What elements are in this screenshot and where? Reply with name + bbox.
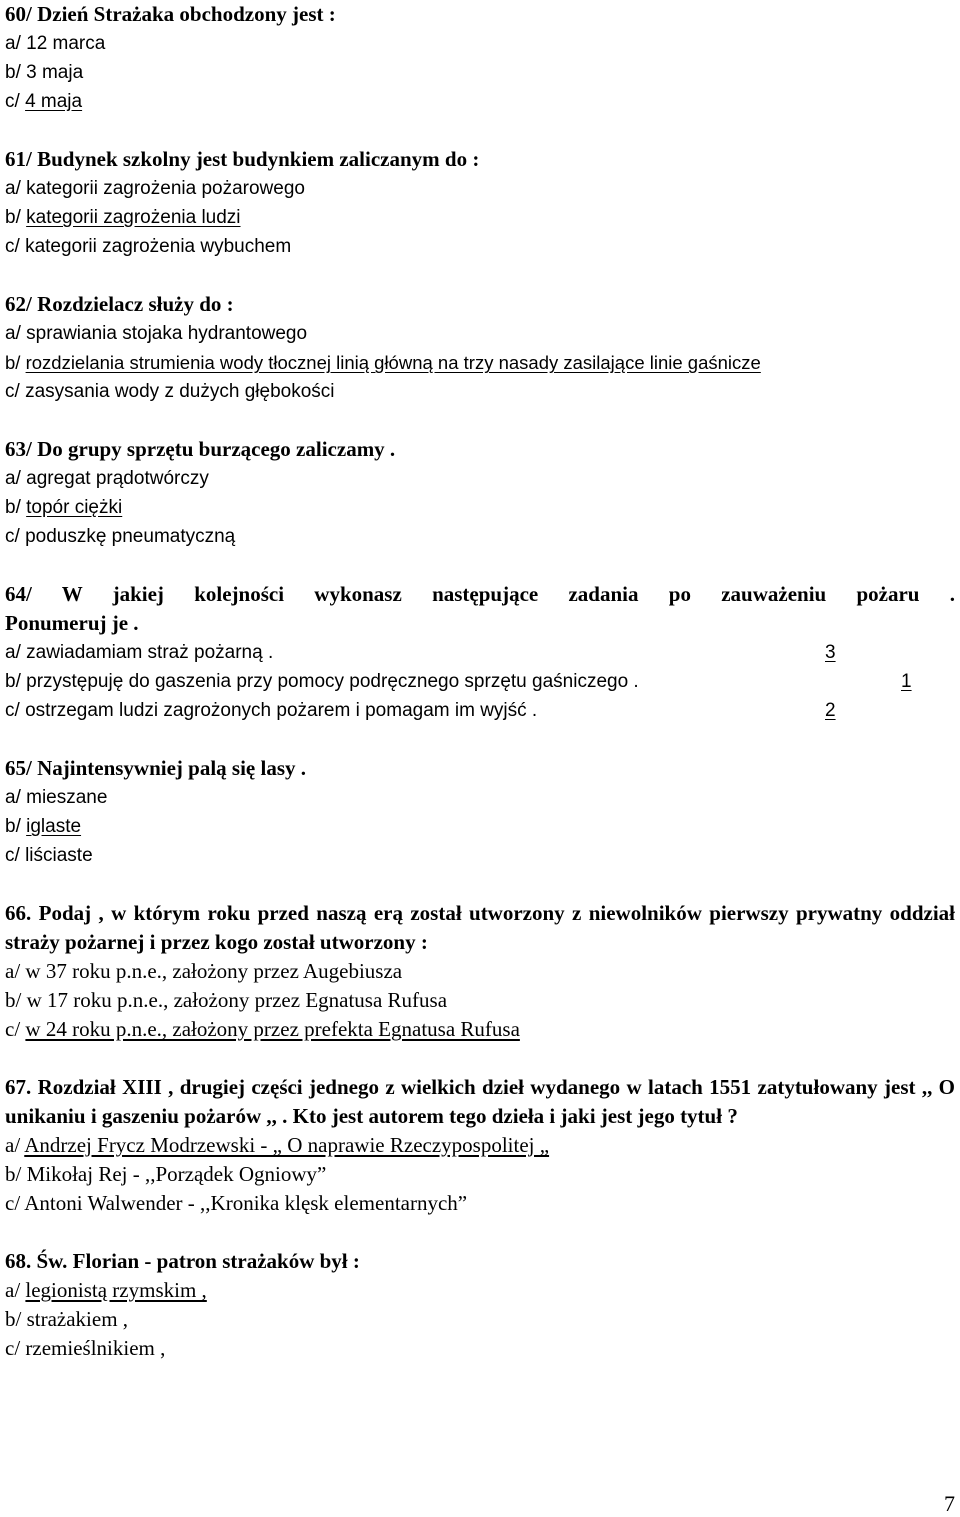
answer-c: c/ zasysania wody z dużych głębokości	[5, 381, 335, 402]
page-number: 7	[944, 1491, 955, 1516]
answer-c: c/ ostrzegam ludzi zagrożonych pożarem i pomagam im wyjść . 2	[5, 696, 955, 725]
order-number: 3	[825, 642, 836, 663]
question-title: 62/ Rozdzielacz służy do :	[5, 292, 234, 316]
question-title: 66. Podaj , w którym roku przed naszą erą został utworzony z niewolników pierwszy prywatny oddział straży pożarnej i przez kogo został utworzony :	[5, 901, 955, 954]
question-67	[5, 1073, 955, 1218]
question-title: 60/ Dzień Strażaka obchodzony jest :	[5, 2, 336, 26]
question-61	[5, 145, 955, 261]
question-65	[5, 754, 955, 870]
answer-a: a/ agregat prądotwórczy	[5, 468, 209, 489]
question-64	[5, 580, 955, 725]
question-title: 68. Św. Florian - patron strażaków był :	[5, 1249, 360, 1273]
answer-b: b/ rozdzielania strumienia wody tłocznej linią główną na trzy nasady zasilające linie gaśnicze	[5, 352, 761, 373]
answer-c: c/ rzemieślnikiem ,	[5, 1336, 166, 1360]
answer-a: a/ legionistą rzymskim ,	[5, 1278, 207, 1302]
answer-b: b/ strażakiem ,	[5, 1307, 129, 1331]
question-title-line-1: 64/ W jakiej kolejności wykonasz następujące zadania po zauważeniu pożaru .	[5, 582, 955, 606]
answer-b: b/ iglaste	[5, 816, 82, 837]
answer-a: a/ kategorii zagrożenia pożarowego	[5, 178, 305, 199]
answer-a: a/ mieszane	[5, 787, 108, 808]
answer-b: b/ Mikołaj Rej - ,,Porządek Ogniowy”	[5, 1162, 327, 1186]
answer-c: c/ Antoni Walwender - ,,Kronika klęsk elementarnych”	[5, 1191, 468, 1215]
question-title: 65/ Najintensywniej palą się lasy .	[5, 756, 307, 780]
question-66	[5, 899, 955, 1044]
answer-b: b/ w 17 roku p.n.e., założony przez Egnatusa Rufusa	[5, 988, 448, 1012]
question-68	[5, 1247, 955, 1363]
answer-b: b/ 3 maja	[5, 62, 84, 83]
question-title: 61/ Budynek szkolny jest budynkiem zaliczanym do :	[5, 147, 480, 171]
question-63	[5, 435, 955, 551]
answer-a: a/ zawiadamiam straż pożarną . 3	[5, 638, 955, 667]
answer-b: b/ topór ciężki	[5, 497, 123, 518]
answer-c: c/ kategorii zagrożenia wybuchem	[5, 236, 292, 257]
question-62	[5, 290, 955, 406]
question-title: 67. Rozdział XIII , drugiej części jednego z wielkich dzieł wydanego w latach 1551 zatytułowany jest ,, O unikaniu i gaszeniu pożarów ,, . Kto jest autorem tego dzieła i jaki jest jego tytuł ?	[5, 1075, 955, 1128]
answer-a: a/ w 37 roku p.n.e., założony przez Augebiusza	[5, 959, 403, 983]
answer-c: c/ w 24 roku p.n.e., założony przez prefekta Egnatusa Rufusa	[5, 1017, 520, 1041]
document-page	[5, 0, 955, 1392]
answer-a: a/ sprawiania stojaka hydrantowego	[5, 323, 308, 344]
question-60	[5, 0, 955, 116]
order-number: 1	[901, 671, 912, 692]
order-number: 2	[825, 700, 836, 721]
answer-a: a/ 12 marca	[5, 33, 106, 54]
answer-b: b/ przystępuję do gaszenia przy pomocy podręcznego sprzętu gaśniczego . 1	[5, 667, 955, 696]
question-title: 63/ Do grupy sprzętu burzącego zaliczamy .	[5, 437, 396, 461]
answer-b: b/ kategorii zagrożenia ludzi	[5, 207, 241, 228]
question-title-line-2: Ponumeruj je .	[5, 611, 139, 635]
answer-c: c/ poduszkę pneumatyczną	[5, 526, 236, 547]
answer-c: c/ liściaste	[5, 845, 93, 866]
answer-a: a/ Andrzej Frycz Modrzewski - „ O naprawie Rzeczypospolitej „	[5, 1133, 550, 1157]
answer-c: c/ 4 maja	[5, 91, 83, 112]
